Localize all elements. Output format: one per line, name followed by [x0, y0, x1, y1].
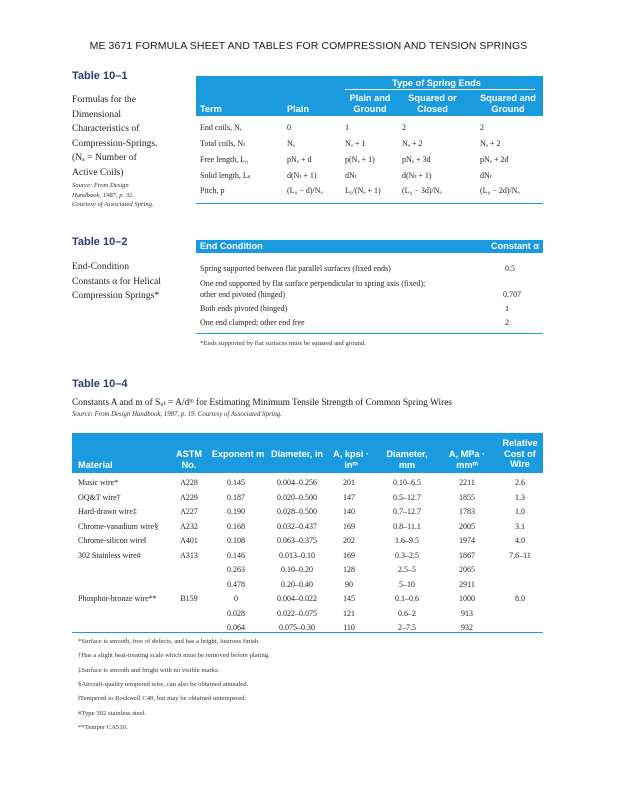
cell-a-kpsi: 202	[343, 536, 355, 545]
cell-squared-closed: Nₐ + 2	[402, 139, 423, 148]
cell-squared-ground: 2	[480, 123, 484, 132]
cell-a-kpsi: 147	[343, 492, 355, 502]
caption-line: End-Condition	[72, 261, 130, 272]
cell-astm: A313	[180, 550, 198, 560]
caption-line: Compression-Springs.	[72, 137, 158, 149]
table-10-2-label: Table 10–2	[72, 236, 128, 248]
cell-a-kpsi: 201	[343, 478, 355, 487]
footnote-line: ‡Surface is smooth and bright with no visible marks.	[78, 666, 220, 674]
end-condition-cell: other end pivoted (hinged)	[200, 290, 286, 299]
cell-a-kpsi: 140	[343, 507, 355, 516]
group-header: Type of Spring Ends	[392, 78, 481, 88]
cell-term: Solid length, Lₛ	[200, 171, 251, 180]
cell-astm: A232	[180, 521, 198, 531]
cell-plain: Nₐ	[287, 139, 295, 148]
cell-exponent: 0.478	[227, 579, 245, 589]
table-10-2-caption	[72, 260, 197, 304]
cell-a-kpsi: 128	[343, 565, 355, 574]
table-10-4-title: Constants A and m of Sᵤₜ = A/dᵐ for Estimating Minimum Tensile Strength of Common Spring Wires	[72, 398, 453, 408]
cell-squared-closed: 2	[402, 123, 406, 132]
cell-material: OQ&T wire†	[78, 492, 121, 502]
cell-diameter-mm: 0.7–12.7	[393, 507, 421, 516]
cell-a-kpsi: 169	[343, 521, 355, 531]
col-header-diameter-in: Diameter, in	[270, 449, 324, 459]
caption-line: Constants α for Helical	[72, 275, 161, 287]
cell-material: Chrome-silicon wire‖	[78, 536, 147, 545]
cell-exponent: 0.168	[227, 521, 245, 531]
cell-exponent: 0.146	[227, 550, 245, 560]
cell-diameter-in: 0.032–0.437	[277, 521, 317, 531]
cell-exponent: 0.187	[227, 492, 245, 502]
cell-squared-ground: dNₜ	[480, 171, 492, 180]
cell-diameter-in: 0.075–0.30	[279, 623, 315, 632]
cell-exponent: 0.108	[227, 536, 245, 545]
cell-relative-cost: 3.1	[515, 521, 525, 531]
cell-diameter-in: 0.004–0.256	[277, 478, 317, 487]
cell-diameter-mm: 0.6–2	[398, 608, 416, 618]
col-header-plain: Plain	[287, 104, 309, 114]
cell-term: End coils, Nₑ	[200, 123, 242, 132]
cell-astm: A229	[180, 492, 198, 502]
cell-squared-ground: Nₐ + 2	[480, 139, 501, 148]
col-header-astm: ASTM No.	[175, 449, 203, 470]
cell-diameter-in: 0.022–0.075	[277, 608, 317, 618]
col-header-material: Material	[78, 460, 113, 470]
cell-diameter-mm: 0.8–11.1	[393, 521, 421, 531]
cell-exponent: 0.064	[227, 623, 245, 632]
cell-diameter-in: 0.028–0.500	[277, 507, 317, 516]
caption-line: Active Coils)	[72, 166, 124, 178]
cell-material: Phosphor-bronze wire**	[78, 594, 157, 603]
cell-diameter-in: 0.004–0.022	[277, 594, 317, 603]
cell-astm: A401	[180, 536, 198, 545]
table-10-2-footnote: *Ends supported by flat surfaces must be squared and ground.	[200, 340, 367, 347]
cell-a-kpsi: 110	[343, 623, 355, 632]
cell-exponent: 0.190	[227, 507, 245, 516]
cell-a-mpa: 1783	[459, 507, 475, 516]
cell-exponent: 0.028	[227, 608, 245, 618]
source-line: Source: From Design	[72, 182, 129, 189]
cell-diameter-mm: 2.5–5	[398, 565, 416, 574]
cell-diameter-in: 0.020–0.500	[277, 492, 317, 502]
cell-relative-cost: 1.3	[515, 492, 525, 502]
cell-material: Music wire*	[78, 478, 119, 487]
cell-material: Hard-drawn wire‡	[78, 507, 137, 516]
table-10-1-label: Table 10–1	[72, 70, 128, 82]
table-10-4-bottom-rule	[72, 632, 543, 633]
cell-exponent: 0.263	[227, 565, 245, 574]
footnote-line: #Type 302 stainless steel.	[78, 709, 147, 717]
col-header-diameter-mm: Diameter, mm	[386, 449, 428, 470]
constant-cell: 1	[505, 304, 509, 313]
cell-plain-ground: p(Nₐ + 1)	[345, 155, 375, 164]
footnote-line: **Temper CA510.	[78, 723, 128, 731]
cell-diameter-mm: 2–7.5	[398, 623, 416, 632]
cell-plain: d(Nₜ + 1)	[287, 171, 317, 180]
cell-relative-cost: 1.0	[515, 507, 525, 516]
caption-line: Compression Springs*	[72, 290, 160, 301]
cell-a-kpsi: 90	[345, 579, 353, 589]
caption-line: Formulas for the	[72, 94, 136, 105]
end-condition-cell: One end clamped; other end free	[200, 318, 305, 327]
cell-diameter-in: 0.063–0.375	[277, 536, 317, 545]
cell-exponent: 0	[234, 594, 238, 603]
table-10-1-source	[72, 181, 192, 210]
group-header-rule	[345, 89, 535, 90]
cell-relative-cost: 2.6	[515, 478, 525, 487]
cell-a-kpsi: 169	[343, 550, 355, 560]
cell-relative-cost: 8.0	[515, 594, 525, 603]
caption-line: Dimensional	[72, 108, 122, 120]
constant-cell: 0.707	[503, 290, 521, 299]
cell-plain-ground: Nₐ + 1	[345, 139, 366, 148]
cell-diameter-in: 0.20–0.40	[281, 579, 313, 589]
cell-a-mpa: 2211	[459, 478, 475, 487]
cell-term: Pitch, p	[200, 186, 225, 195]
cell-exponent: 0.145	[227, 478, 245, 487]
cell-diameter-in: 0.013–0.10	[279, 550, 315, 560]
table-10-4-label: Table 10–4	[72, 378, 128, 390]
cell-plain-ground: dNₜ	[345, 171, 357, 180]
cell-term: Free length, L₀	[200, 155, 248, 164]
cell-a-mpa: 2911	[459, 579, 475, 589]
table-10-4-source: Source: From Design Handbook, 1987, p. 19. Courtesy of Associated Spring.	[72, 411, 282, 418]
cell-diameter-mm: 0.1–0.6	[395, 594, 419, 603]
cell-a-mpa: 932	[461, 623, 473, 632]
cell-plain: 0	[287, 123, 291, 132]
cell-a-mpa: 1974	[459, 536, 475, 545]
source-line: Handbook, 1987, p. 32.	[72, 191, 135, 199]
cell-astm: A227	[180, 507, 198, 516]
cell-term: Total coils, Nₜ	[200, 139, 246, 148]
cell-squared-closed: d(Nₜ + 1)	[402, 171, 432, 180]
source-line: Courtesy of Associated Spring.	[72, 201, 154, 208]
cell-a-mpa: 1867	[459, 550, 475, 560]
caption-line: (Nₐ = Number of	[72, 152, 137, 163]
constant-cell: 2	[505, 318, 509, 327]
table-10-1-caption	[72, 93, 192, 180]
col-header-term: Term	[200, 104, 222, 114]
cell-diameter-mm: 0.3–2.5	[395, 550, 419, 560]
table-10-2-bottom-rule	[196, 333, 543, 334]
cell-diameter-mm: 0.5–12.7	[393, 492, 421, 502]
caption-line: Characteristics of	[72, 123, 140, 134]
cell-relative-cost: 4.0	[515, 536, 525, 545]
cell-diameter-in: 0.10–0.20	[281, 565, 313, 574]
cell-squared-ground: pNₐ + 2d	[480, 155, 509, 164]
col-header-squared-closed: Squared or Closed	[408, 93, 457, 114]
cell-a-mpa: 913	[461, 608, 473, 618]
cell-diameter-mm: 0.10–6.5	[393, 478, 421, 487]
cell-astm: A228	[180, 478, 198, 487]
cell-a-kpsi: 121	[343, 608, 355, 618]
footnote-line: †Has a slight heat-treating scale which must be removed before plating.	[78, 652, 270, 660]
cell-plain-ground: L₀/(Nₐ + 1)	[345, 186, 381, 195]
table-10-1-bottom-rule	[196, 203, 543, 204]
end-condition-cell: Spring supported between flat parallel surfaces (fixed ends)	[200, 264, 391, 273]
col-header-squared-ground: Squared and Ground	[480, 93, 536, 114]
col-header-exponent: Exponent m	[211, 449, 265, 459]
cell-a-mpa: 2065	[459, 565, 475, 574]
cell-relative-cost: 7.6–11	[509, 550, 531, 560]
cell-squared-closed: pNₐ + 3d	[402, 155, 431, 164]
col-header-constant: Constant α	[490, 241, 539, 251]
constant-cell: 0.5	[505, 264, 515, 273]
cell-a-mpa: 1000	[459, 594, 475, 603]
col-header-a-mpa: A, MPa · mmᵐ	[448, 449, 486, 470]
cell-material: 302 Stainless wire#	[78, 550, 141, 560]
col-header-plain-ground: Plain and Ground	[349, 93, 391, 114]
cell-diameter-mm: 5–10	[399, 579, 415, 589]
cell-diameter-mm: 1.6–9.5	[395, 536, 419, 545]
footnote-line: *Surface is smooth, free of defects, and has a bright, lustrous finish.	[78, 638, 260, 645]
end-condition-cell: Both ends pivoted (hinged)	[200, 304, 288, 313]
cell-squared-closed: (L₀ − 3d)/Nₐ	[402, 186, 442, 195]
col-header-relative-cost: Relative Cost of Wire	[502, 438, 538, 469]
cell-plain-ground: 1	[345, 123, 349, 132]
cell-astm: B159	[180, 594, 198, 603]
cell-a-kpsi: 145	[343, 594, 355, 603]
end-condition-cell: One end supported by flat surface perpendicular to spring axis (fixed);	[200, 279, 426, 288]
footnote-line: §Aircraft-quality tempered wire, can also be obtained annealed.	[78, 680, 249, 688]
page-title: ME 3671 FORMULA SHEET AND TABLES FOR COMPRESSION AND TENSION SPRINGS	[89, 40, 528, 52]
cell-a-mpa: 2005	[459, 521, 475, 531]
cell-material: Chrome-vanadium wire§	[78, 521, 159, 531]
cell-plain: (L₀ − d)/Nₐ	[287, 186, 323, 195]
cell-squared-ground: (L₀ − 2d)/Nₐ	[480, 186, 520, 195]
col-header-a-kpsi: A, kpsi · inᵐ	[333, 449, 369, 470]
col-header-end-condition: End Condition	[200, 241, 263, 251]
cell-a-mpa: 1855	[459, 492, 475, 502]
cell-plain: pNₐ + d	[287, 155, 312, 164]
footnote-line: ‖Tempered to Rockwell C49, but may be obtained untempered.	[78, 695, 247, 703]
